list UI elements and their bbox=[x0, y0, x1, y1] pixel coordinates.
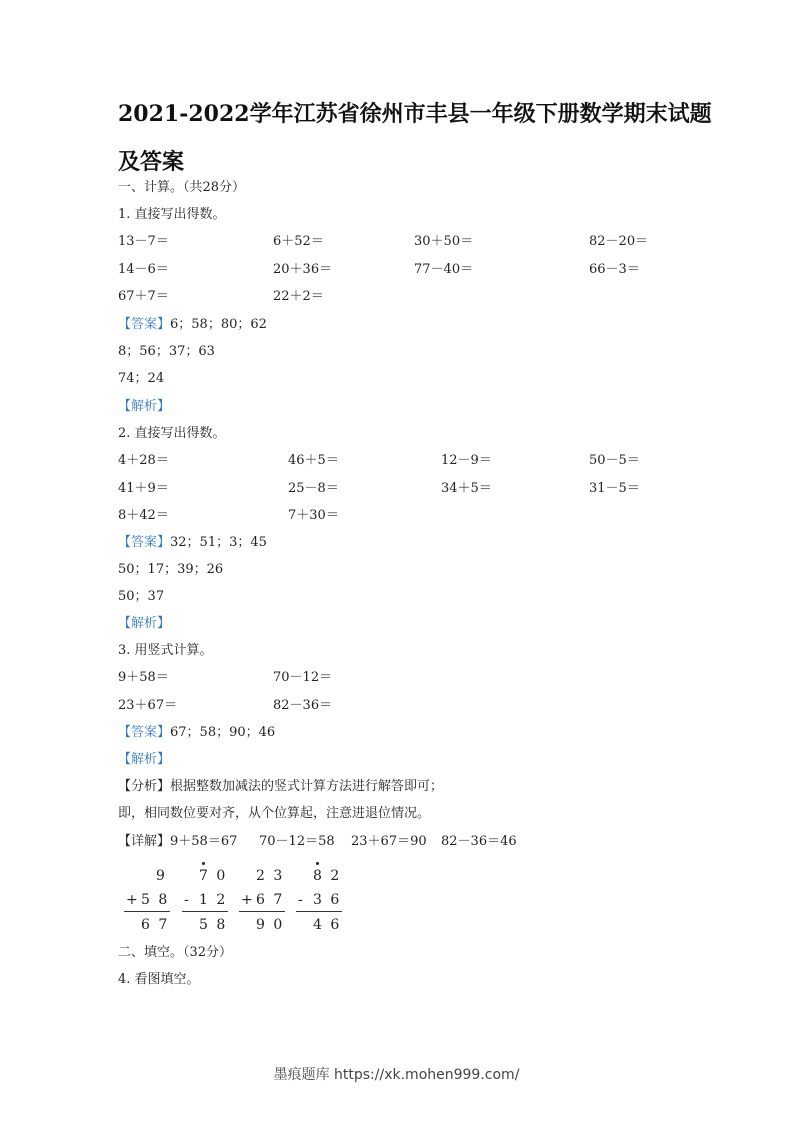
answer-tag: 【答案】 bbox=[118, 725, 171, 740]
fenxi-tag: 【分析】 bbox=[118, 779, 171, 794]
q2-analysis-tag: 【解析】 bbox=[118, 616, 171, 631]
q3-r2-c2: 82－36＝ bbox=[273, 698, 333, 713]
q1-r2-c1: 14－6＝ bbox=[118, 262, 169, 277]
q1-answer bbox=[118, 317, 267, 333]
vert2-top: 7 0 bbox=[199, 868, 228, 884]
q3-analysis-tag: 【解析】 bbox=[118, 752, 171, 767]
vert1-second: 5 8 bbox=[141, 892, 170, 908]
vert4-second: 3 6 bbox=[313, 892, 342, 908]
q3-r1-c1: 9＋58＝ bbox=[118, 670, 169, 685]
xiangjie-item-3: 23＋67＝90 bbox=[351, 834, 427, 849]
vert2-borrow-dot bbox=[202, 862, 205, 865]
vert1-result: 6 7 bbox=[141, 917, 170, 933]
q3-answer-text: 67；58；90；46 bbox=[170, 725, 276, 740]
q3-answer bbox=[118, 725, 275, 741]
q2-heading: 2. 直接写出得数。 bbox=[118, 426, 226, 441]
q1-r1-c2: 6＋52＝ bbox=[273, 234, 324, 249]
q1-r3-c1: 67＋7＝ bbox=[118, 289, 169, 304]
vert3-result: 9 0 bbox=[256, 917, 285, 933]
xiangjie-item-4: 82－36＝46 bbox=[441, 834, 517, 849]
vert2-result: 5 8 bbox=[199, 917, 228, 933]
xiangjie-item-1: 9＋58＝67 bbox=[170, 834, 238, 849]
q2-r3-c1: 8＋42＝ bbox=[118, 508, 169, 523]
q3-r1-c2: 70－12＝ bbox=[273, 670, 333, 685]
q2-r2-c2: 25－8＝ bbox=[288, 481, 339, 496]
fenxi-text: 根据整数加减法的竖式计算方法进行解答即可； bbox=[170, 779, 444, 794]
vert2-op: - bbox=[184, 892, 191, 908]
q2-r1-c4: 50－5＝ bbox=[589, 453, 640, 468]
q3-r2-c1: 23＋67＝ bbox=[118, 698, 178, 713]
vert4-result: 4 6 bbox=[313, 917, 342, 933]
vert3-second: 6 7 bbox=[256, 892, 285, 908]
vert4-borrow-dot bbox=[316, 862, 319, 865]
q1-heading: 1. 直接写出得数。 bbox=[118, 207, 226, 222]
vert3-top: 2 3 bbox=[256, 868, 285, 884]
q1-r3-c2: 22＋2＝ bbox=[273, 289, 324, 304]
vert1-top: 9 bbox=[156, 868, 167, 884]
q1-r1-c4: 82－20＝ bbox=[589, 234, 649, 249]
vert1-op: + bbox=[126, 892, 140, 908]
answer-tag: 【答案】 bbox=[118, 535, 171, 550]
doc-title-line1: 2021-2022学年江苏省徐州市丰县一年级下册数学期末试题 bbox=[118, 101, 712, 127]
q1-r1-c1: 13－7＝ bbox=[118, 234, 169, 249]
q1-r2-c3: 77－40＝ bbox=[414, 262, 474, 277]
q2-r3-c2: 7＋30＝ bbox=[288, 508, 339, 523]
q2-answer-line1: 32；51；3；45 bbox=[170, 535, 267, 550]
q1-answer-line1: 6；58；80；62 bbox=[170, 317, 267, 332]
q2-r1-c1: 4＋28＝ bbox=[118, 453, 169, 468]
vert3-op: + bbox=[241, 892, 255, 908]
q2-r1-c3: 12－9＝ bbox=[441, 453, 492, 468]
vert2-rule bbox=[182, 911, 228, 912]
q1-analysis-tag: 【解析】 bbox=[118, 399, 171, 414]
q1-r1-c3: 30＋50＝ bbox=[414, 234, 474, 249]
q2-answer bbox=[118, 535, 267, 551]
q2-answer-line2: 50；17；39；26 bbox=[118, 562, 224, 577]
vert2-second: 1 2 bbox=[199, 892, 228, 908]
doc-title-line2: 及答案 bbox=[118, 149, 185, 175]
q1-answer-line2: 8；56；37；63 bbox=[118, 344, 215, 359]
q2-r2-c1: 41＋9＝ bbox=[118, 481, 169, 496]
q3-fenxi bbox=[118, 779, 443, 795]
q2-r1-c2: 46＋5＝ bbox=[288, 453, 339, 468]
xiangjie-item-2: 70－12＝58 bbox=[259, 834, 335, 849]
q3-fenxi-line2: 即，相同数位要对齐，从个位算起，注意进退位情况。 bbox=[118, 806, 431, 821]
q4-heading: 4. 看图填空。 bbox=[118, 972, 200, 987]
q2-r2-c4: 31－5＝ bbox=[589, 481, 640, 496]
q3-xiangjie bbox=[118, 834, 237, 850]
answer-tag: 【答案】 bbox=[118, 317, 171, 332]
vert4-op: - bbox=[298, 892, 305, 908]
vert3-rule bbox=[239, 911, 285, 912]
section1-heading: 一、计算。（共28分） bbox=[118, 180, 246, 195]
q1-answer-line3: 74；24 bbox=[118, 371, 165, 386]
section2-heading: 二、填空。（32分） bbox=[118, 945, 233, 960]
xiangjie-tag: 【详解】 bbox=[118, 834, 171, 849]
footer-watermark: 墨痕题库 https://xk.mohen999.com/ bbox=[273, 1067, 520, 1083]
vert4-rule bbox=[296, 911, 342, 912]
q1-r2-c4: 66－3＝ bbox=[589, 262, 640, 277]
q1-r2-c2: 20＋36＝ bbox=[273, 262, 333, 277]
vert1-rule bbox=[124, 911, 170, 912]
q2-answer-line3: 50；37 bbox=[118, 589, 165, 604]
q3-heading: 3. 用竖式计算。 bbox=[118, 643, 213, 658]
q2-r2-c3: 34＋5＝ bbox=[441, 481, 492, 496]
vert4-top: 8 2 bbox=[313, 868, 342, 884]
